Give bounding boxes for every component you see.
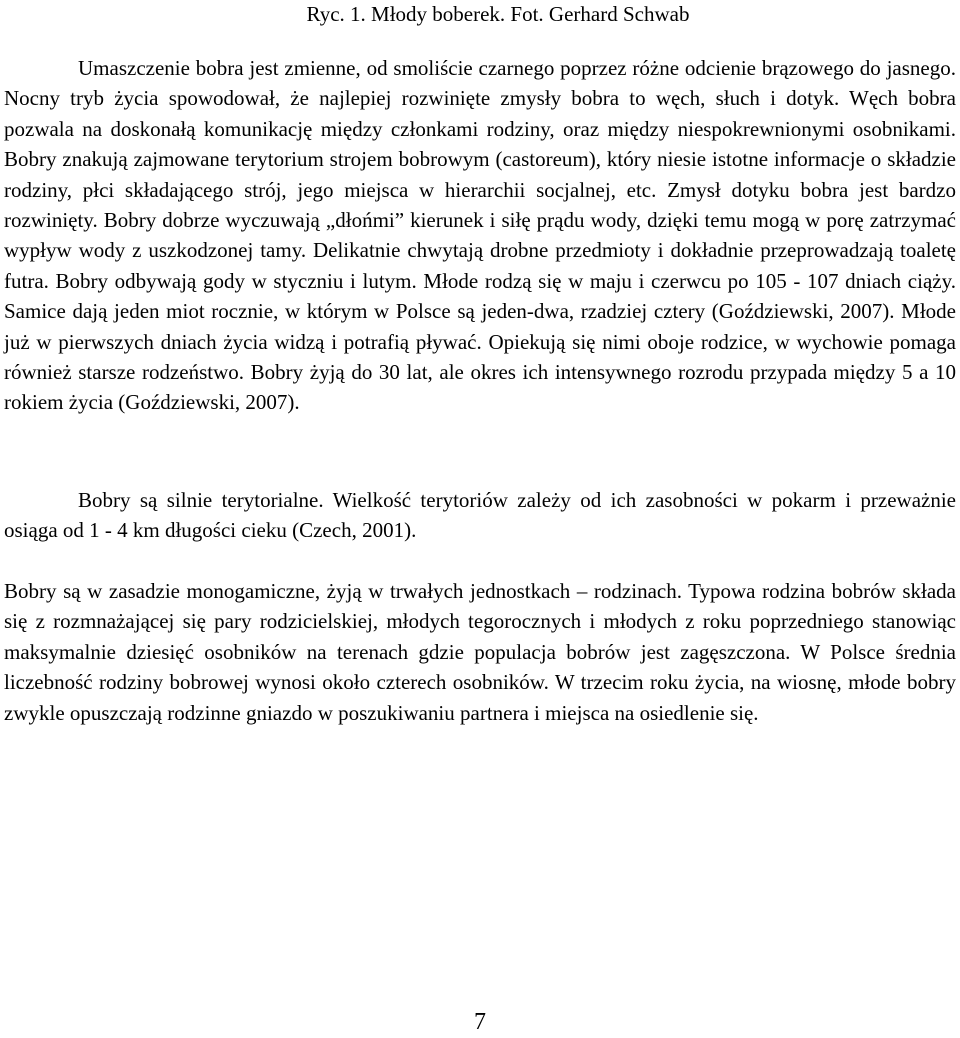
paragraph-text: Bobry są silnie terytorialne. Wielkość terytoriów zależy od ich zasobności w pokarm i przeważnie osiąga od 1 - 4 km długości cieku (Czech, 2001). — [4, 488, 956, 543]
paragraph-text: Bobry są w zasadzie monogamiczne, żyją w trwałych jednostkach – rodzinach. Typowa rodzina bobrów składa się z rozmnażającej się pary rodzicielskiej, młodych tegorocznych i młodych z roku poprzedniego stanowiąc maksymalnie dziesięć osobników na terenach gdzie populacja bobrów jest zagęszczona. W Polsce średnia liczebność rodziny bobrowej wynosi około czterech osobników. W trzecim roku życia, na wiosnę, młode bobry zwykle opuszczają rodzinne gniazdo w poszukiwaniu partnera i miejsca na osiedlenie się. — [4, 579, 956, 725]
page-number: 7 — [474, 1009, 486, 1035]
figure-caption: Ryc. 1. Młody boberek. Fot. Gerhard Schwab — [306, 2, 690, 26]
paragraph-text: Umaszczenie bobra jest zmienne, od smoliście czarnego poprzez różne odcienie brązowego do jasnego. Nocny tryb życia spowodował, że najlepiej rozwinięte zmysły bobra to węch, słuch i dotyk. Węch bobra pozwala na doskonałą komunikację między członkami rodziny, oraz między niespokrewnionymi osobnikami. Bobry znakują zajmowane terytorium strojem bobrowym (castoreum), który niesie istotne informacje o składzie rodziny, płci składającego strój, jego miejsca w hierarchii socjalnej, etc. Zmysł dotyku bobra jest bardzo rozwinięty. Bobry dobrze wyczuwają „dłońmi” kierunek i siłę prądu wody, dzięki temu mogą w porę zatrzymać wypływ wody z uszkodzonej tamy. Delikatnie chwytają drobne przedmioty i dokładnie przeprowadzają toaletę futra. Bobry odbywają gody w styczniu i lutym. Młode rodzą się w maju i czerwcu po 105 - 107 dniach ciąży. Samice dają jeden miot rocznie, w którym w Polsce są jeden-dwa, rzadziej cztery (Goździewski, 2007). Młode już w pierwszych dniach życia widzą i potrafią pływać. Opiekują się nimi oboje rodzice, w wychowie pomaga również starsze rodzeństwo. Bobry żyją do 30 lat, ale okres ich intensywnego rozrodu przypada między 5 a 10 rokiem życia (Goździewski, 2007). — [4, 56, 956, 415]
paragraph-territory — [4, 485, 956, 546]
paragraph-family — [4, 576, 956, 728]
paragraph-appearance-senses — [4, 53, 956, 418]
